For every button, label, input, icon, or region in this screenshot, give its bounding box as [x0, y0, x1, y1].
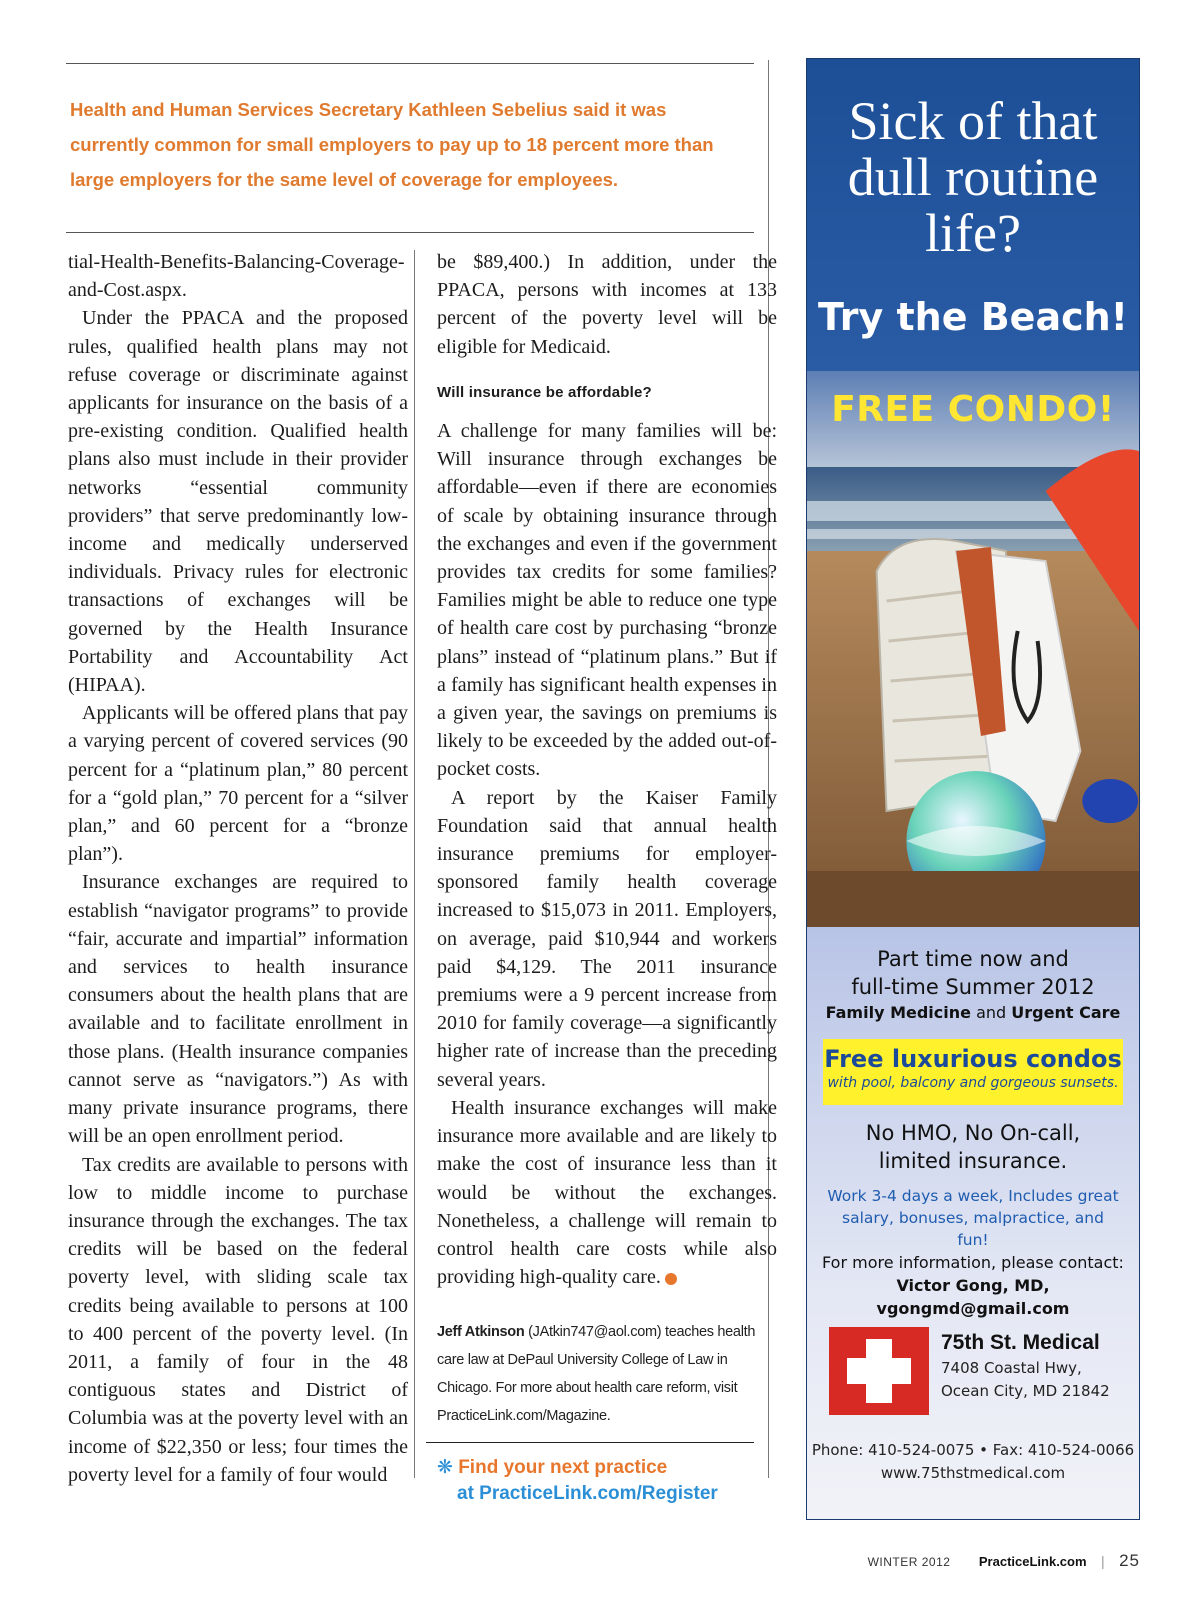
end-mark-icon	[665, 1273, 677, 1285]
pull-quote-bottom-rule	[66, 232, 754, 233]
ad-condos-subtitle: with pool, balcony and gorgeous sunsets.	[827, 1075, 1119, 1091]
contact-name: Victor Gong, MD,	[896, 1276, 1050, 1295]
author-name: Jeff Atkinson	[437, 1324, 525, 1340]
cta-line-2: at PracticeLink.com/Register	[457, 1483, 718, 1504]
brand-name: PracticeLink.com	[978, 1554, 1087, 1569]
ad-benefits-line: limited insurance.	[878, 1149, 1068, 1173]
author-bio	[437, 1318, 777, 1430]
beach-photo	[807, 371, 1139, 927]
article-column-1	[68, 248, 408, 1489]
ad-schedule	[807, 945, 1139, 1001]
ad-headline-line: life?	[925, 203, 1021, 263]
phone-fax: Phone: 410-524-0075 • Fax: 410-524-0066	[811, 1441, 1135, 1459]
ad-schedule-line: Part time now and	[877, 947, 1069, 971]
address-line: 7408 Coastal Hwy,	[941, 1359, 1082, 1377]
ad-details	[807, 927, 1139, 1520]
specialty-and: and	[971, 1003, 1012, 1022]
ad-headline	[807, 93, 1139, 261]
paragraph: Under the PPACA and the proposed rules, qualified health plans may not refuse coverage or discriminate against applicants for insurance on the basis of a pre-existing condition. Qualified health plans also must include in their provider networks “essential community providers” that serve predominantly low-income and medically underserved individuals. Privacy rules for electronic transactions of exchanges will be governed by the Health Insurance Portability and Accountability Act (HIPAA).	[68, 307, 408, 697]
register-link[interactable]	[437, 1455, 777, 1507]
page-number: 25	[1119, 1551, 1140, 1570]
paragraph: be $89,400.) In addition, under the PPACA, persons with incomes at 133 percent of the poverty level will be eligible for Medicaid.	[437, 251, 777, 358]
issue-date: WINTER 2012	[867, 1555, 951, 1569]
footer-separator: |	[1100, 1553, 1105, 1569]
subheading: Will insurance be affordable?	[437, 383, 652, 401]
address-line: Ocean City, MD 21842	[941, 1382, 1110, 1400]
ad-tagline: Try the Beach!	[818, 295, 1128, 339]
paragraph-text: Health insurance exchanges will make insurance more available and are likely to make the cost of insurance less than it would be without the exchanges. Nonetheless, a challenge will remain to control health care costs while also providing high-quality care.	[437, 1096, 777, 1289]
ad-phone-web	[807, 1439, 1139, 1485]
cta-line-1: Find your next practice	[458, 1457, 668, 1478]
ad-schedule-line: full-time Summer 2012	[851, 975, 1095, 999]
specialty: Urgent Care	[1011, 1003, 1121, 1022]
ad-condos-box	[823, 1039, 1123, 1105]
ad-benefits	[807, 1119, 1139, 1175]
specialty: Family Medicine	[825, 1003, 971, 1022]
cooler	[1082, 779, 1138, 823]
red-cross-icon	[829, 1327, 929, 1415]
ad-practice	[941, 1331, 1110, 1403]
paragraph: tial-Health-Benefits-Balancing-Coverage-and-Cost.aspx.	[68, 251, 405, 302]
paragraph: A report by the Kaiser Family Foundation said that annual health insurance premiums for employer-sponsored family health coverage increased to $15,073 in 2011. Employers, on average, paid $10,944 and workers paid $4,129. The 2011 insurance premiums were a 9 percent increase from 2010 for family coverage—a significantly higher rate of increase than the preceding several years.	[437, 786, 777, 1091]
page-footer	[850, 1551, 1140, 1571]
practice-address	[941, 1357, 1110, 1403]
paragraph: Insurance exchanges are required to establish “navigator programs” to provide “fair, accurate and impartial” information and services to health insurance consumers about the health plans that are available and to facilitate enrollment in those plans. (Health insurance companies cannot serve as “navigators.”) As with many private insurance programs, there will be an open enrollment period.	[68, 871, 408, 1148]
ad-condos-title: Free luxurious condos	[824, 1045, 1122, 1073]
pull-quote: Health and Human Services Secretary Kathleen Sebelius said it was currently common for small employers to pay up to 18 percent more than large employers for the same level of coverage for employees.	[70, 99, 714, 190]
ad-headline-line: dull routine	[847, 147, 1099, 207]
ad-headline-line: Sick of that	[848, 91, 1098, 151]
sand-foreground	[807, 871, 1139, 927]
website-link[interactable]: www.75thstmedical.com	[880, 1464, 1066, 1482]
ad-header	[807, 59, 1139, 371]
ad-contact-email[interactable]	[807, 1297, 1139, 1320]
paragraph: Tax credits are available to persons with low to middle income to purchase insurance through the exchanges. The tax credits will be based on the federal poverty level, with sliding scale tax credits being available to persons at 100 to 400 percent of the poverty level. (In 2011, a family of four in the 48 contiguous states and District of Columbia was at the poverty level with an income of $22,350 or less; four times the poverty level for a family of four would	[68, 1153, 408, 1486]
advertisement[interactable]	[806, 58, 1140, 1520]
paragraph: A challenge for many families will be: Will insurance through exchanges be affordable—even if there are economies of scale by obtaining insurance through the exchanges and even if the government provides tax credits for some families? Families might be able to reduce one type of health care cost by purchasing “bronze plans” instead of “platinum plans.” But if a family has significant health expenses in a given year, the savings on premiums is likely to be exceeded by the added out-of-pocket costs.	[437, 420, 777, 781]
cta-rule	[426, 1442, 754, 1443]
ad-specialties	[807, 1003, 1139, 1022]
ad-contact-prompt: For more information, please contact:	[822, 1253, 1124, 1272]
article-column-2	[437, 248, 777, 1291]
ad-benefits-line: No HMO, No On-call,	[865, 1121, 1081, 1145]
ad-work-terms: Work 3-4 days a week, Includes great salary, bonuses, malpractice, and fun!	[827, 1187, 1119, 1249]
contact-email[interactable]: vgongmd@gmail.com	[876, 1299, 1070, 1318]
ad-contact-info	[807, 1251, 1139, 1320]
paragraph: Applicants will be offered plans that pay a varying percent of covered services (90 percent for a “platinum plan,” 80 percent for a “gold plan,” 70 percent for a “silver plan,” and 60 percent for a “bronze plan”).	[68, 702, 408, 866]
ad-contact-name	[807, 1274, 1139, 1297]
practice-name: 75th St. Medical	[941, 1331, 1100, 1354]
free-condo-banner: FREE CONDO!	[831, 389, 1115, 430]
paragraph	[437, 1094, 777, 1291]
asterisk-icon: ❋	[437, 1457, 453, 1478]
author-bio-text: (JAtkin747@aol.com) teaches health care law at DePaul University College of Law in Chicago. For more about health care reform, visit PracticeLink.com/Magazine.	[437, 1324, 756, 1424]
column-divider	[414, 250, 415, 1478]
top-rule	[66, 63, 754, 64]
